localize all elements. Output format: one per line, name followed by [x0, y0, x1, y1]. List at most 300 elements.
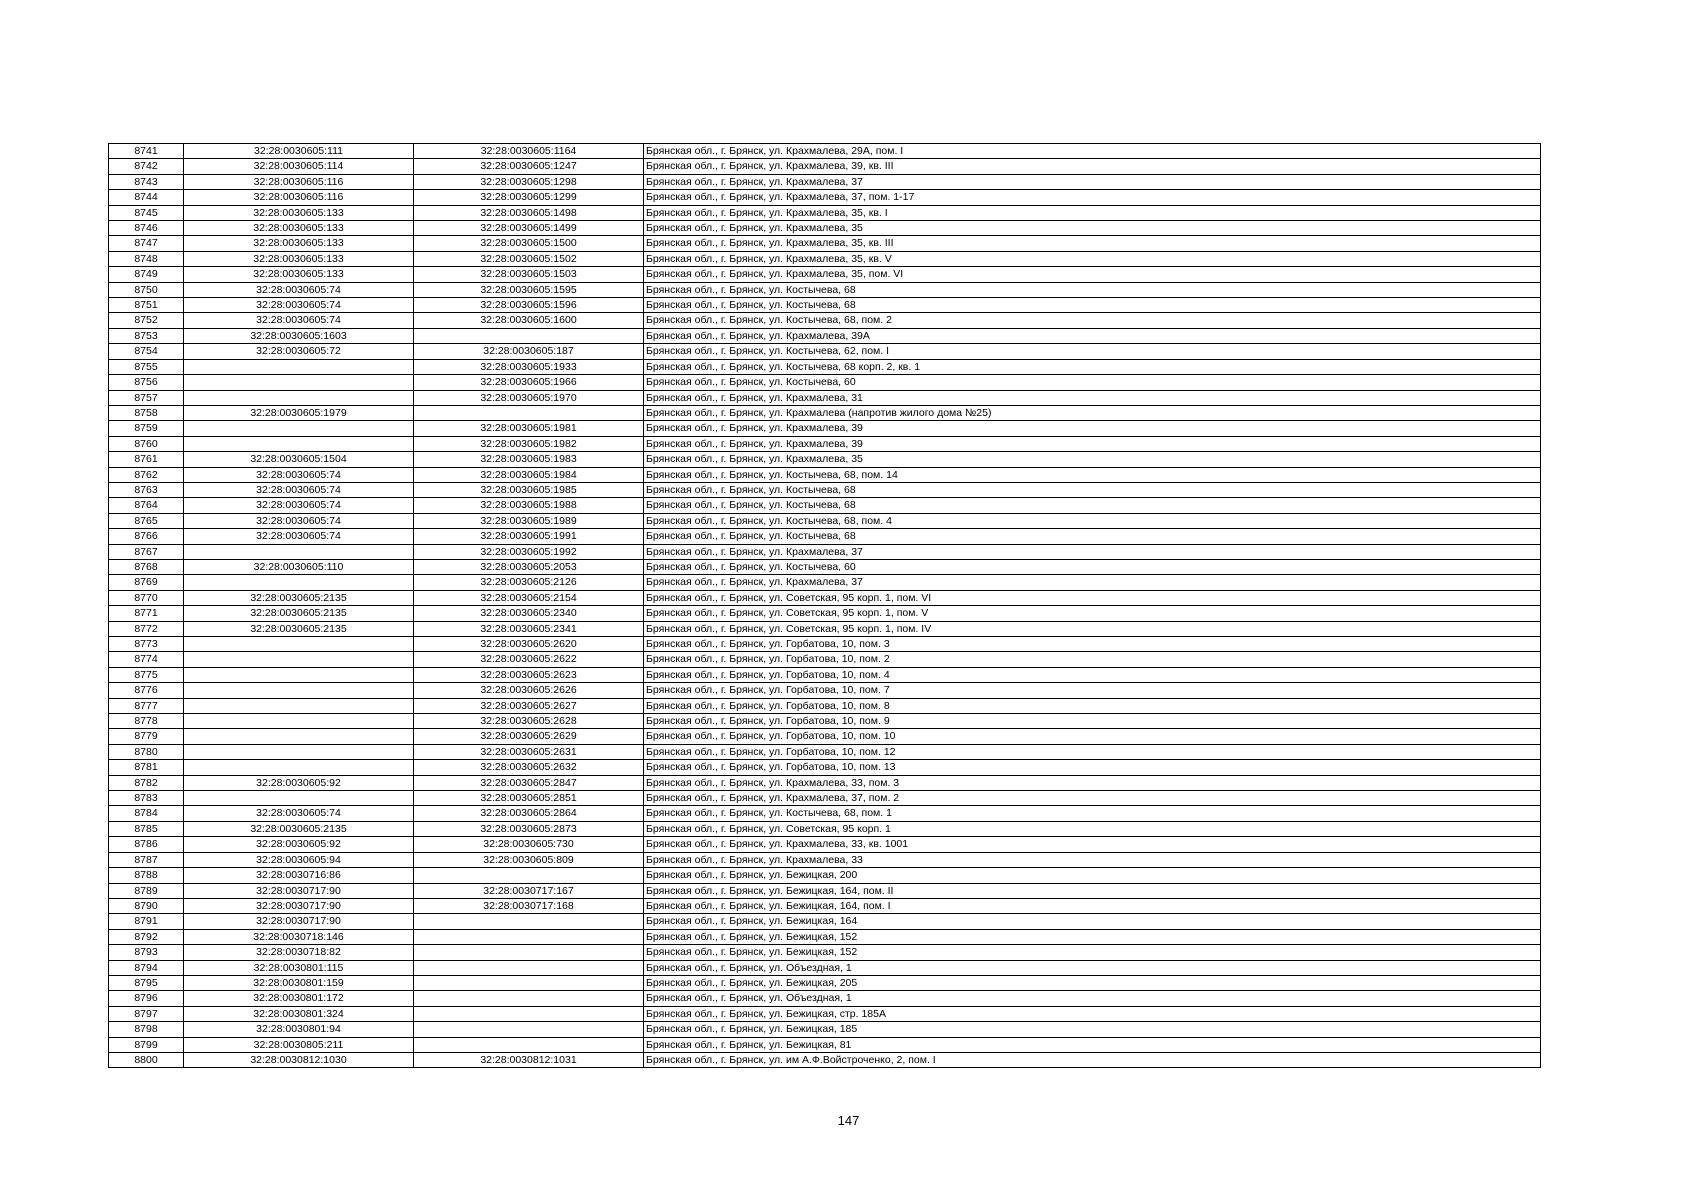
- address-cell: Брянская обл., г. Брянск, ул. Объездная, 1: [644, 991, 1541, 1006]
- table-row: [109, 868, 1541, 883]
- object-number-cell: [414, 960, 644, 975]
- address-cell: Брянская обл., г. Брянск, ул. Крахмалева, 35, кв. V: [644, 251, 1541, 266]
- cadastral-number-cell: 32:28:0030718:146: [184, 929, 414, 944]
- cadastral-number-cell: 32:28:0030717:90: [184, 883, 414, 898]
- address-cell: Брянская обл., г. Брянск, ул. Горбатова, 10, пом. 8: [644, 698, 1541, 713]
- address-cell: Брянская обл., г. Брянск, ул. Крахмалева (напротив жилого дома №25): [644, 405, 1541, 420]
- cadastral-number-cell: 32:28:0030716:86: [184, 868, 414, 883]
- object-number-cell: 32:28:0030605:2340: [414, 606, 644, 621]
- address-cell: Брянская обл., г. Брянск, ул. Крахмалева, 35, кв. III: [644, 236, 1541, 251]
- address-cell: Брянская обл., г. Брянск, ул. Крахмалева, 37: [644, 544, 1541, 559]
- object-number-cell: 32:28:0030605:187: [414, 344, 644, 359]
- object-number-cell: 32:28:0030605:2629: [414, 729, 644, 744]
- row-number-cell: 8751: [109, 298, 184, 313]
- row-number-cell: 8796: [109, 991, 184, 1006]
- row-number-cell: 8791: [109, 914, 184, 929]
- address-cell: Брянская обл., г. Брянск, ул. Крахмалева, 37: [644, 174, 1541, 189]
- address-cell: Брянская обл., г. Брянск, ул. Костычева, 60: [644, 559, 1541, 574]
- object-number-cell: 32:28:0030717:167: [414, 883, 644, 898]
- cadastral-number-cell: [184, 637, 414, 652]
- row-number-cell: 8763: [109, 482, 184, 497]
- address-cell: Брянская обл., г. Брянск, ул. Бежицкая, 164, пом. II: [644, 883, 1541, 898]
- object-number-cell: 32:28:0030605:1992: [414, 544, 644, 559]
- row-number-cell: 8782: [109, 775, 184, 790]
- row-number-cell: 8760: [109, 436, 184, 451]
- cadastral-number-cell: 32:28:0030801:94: [184, 1022, 414, 1037]
- address-cell: Брянская обл., г. Брянск, ул. Костычева, 68, пом. 1: [644, 806, 1541, 821]
- cadastral-number-cell: 32:28:0030605:2135: [184, 821, 414, 836]
- object-number-cell: 32:28:0030605:2847: [414, 775, 644, 790]
- object-number-cell: 32:28:0030605:2154: [414, 590, 644, 605]
- address-cell: Брянская обл., г. Брянск, ул. Крахмалева, 33, пом. 3: [644, 775, 1541, 790]
- address-cell: Брянская обл., г. Брянск, ул. Костычева, 68: [644, 529, 1541, 544]
- object-number-cell: 32:28:0030605:1984: [414, 467, 644, 482]
- row-number-cell: 8785: [109, 821, 184, 836]
- table-row: [109, 960, 1541, 975]
- object-number-cell: 32:28:0030605:2622: [414, 652, 644, 667]
- address-cell: Брянская обл., г. Брянск, ул. Крахмалева, 35, кв. I: [644, 205, 1541, 220]
- cadastral-number-cell: 32:28:0030605:92: [184, 837, 414, 852]
- row-number-cell: 8776: [109, 683, 184, 698]
- address-cell: Брянская обл., г. Брянск, ул. Крахмалева, 31: [644, 390, 1541, 405]
- row-number-cell: 8771: [109, 606, 184, 621]
- cadastral-number-cell: 32:28:0030605:133: [184, 221, 414, 236]
- cadastral-number-cell: 32:28:0030717:90: [184, 898, 414, 913]
- address-cell: Брянская обл., г. Брянск, ул. Бежицкая, 152: [644, 945, 1541, 960]
- object-number-cell: 32:28:0030605:1933: [414, 359, 644, 374]
- address-cell: Брянская обл., г. Брянск, ул. Костычева, 68, пом. 4: [644, 513, 1541, 528]
- row-number-cell: 8752: [109, 313, 184, 328]
- cadastral-number-cell: [184, 575, 414, 590]
- cadastral-number-cell: 32:28:0030605:133: [184, 236, 414, 251]
- address-cell: Брянская обл., г. Брянск, ул. Горбатова, 10, пом. 4: [644, 667, 1541, 682]
- object-number-cell: 32:28:0030605:1966: [414, 375, 644, 390]
- cadastral-number-cell: [184, 760, 414, 775]
- row-number-cell: 8749: [109, 267, 184, 282]
- object-number-cell: 32:28:0030605:1498: [414, 205, 644, 220]
- row-number-cell: 8748: [109, 251, 184, 266]
- cadastral-number-cell: 32:28:0030805:211: [184, 1037, 414, 1052]
- row-number-cell: 8768: [109, 559, 184, 574]
- table-row: [109, 159, 1541, 174]
- address-cell: Брянская обл., г. Брянск, ул. Советская, 95 корп. 1, пом. VI: [644, 590, 1541, 605]
- table-row: [109, 775, 1541, 790]
- row-number-cell: 8757: [109, 390, 184, 405]
- table-row: [109, 251, 1541, 266]
- table-row: [109, 637, 1541, 652]
- table-row: [109, 375, 1541, 390]
- table-row: [109, 559, 1541, 574]
- row-number-cell: 8790: [109, 898, 184, 913]
- table-row: [109, 914, 1541, 929]
- row-number-cell: 8769: [109, 575, 184, 590]
- row-number-cell: 8746: [109, 221, 184, 236]
- table-row: [109, 1052, 1541, 1067]
- object-number-cell: 32:28:0030605:2053: [414, 559, 644, 574]
- cadastral-number-cell: [184, 729, 414, 744]
- object-number-cell: 32:28:0030605:1595: [414, 282, 644, 297]
- row-number-cell: 8800: [109, 1052, 184, 1067]
- cadastral-number-cell: [184, 744, 414, 759]
- row-number-cell: 8765: [109, 513, 184, 528]
- object-number-cell: 32:28:0030605:2873: [414, 821, 644, 836]
- address-cell: Брянская обл., г. Брянск, ул. Крахмалева, 37, пом. 2: [644, 791, 1541, 806]
- object-number-cell: 32:28:0030605:2631: [414, 744, 644, 759]
- row-number-cell: 8783: [109, 791, 184, 806]
- address-cell: Брянская обл., г. Брянск, ул. Бежицкая, 164, пом. I: [644, 898, 1541, 913]
- address-cell: Брянская обл., г. Брянск, ул. Горбатова, 10, пом. 2: [644, 652, 1541, 667]
- cadastral-number-cell: 32:28:0030605:74: [184, 467, 414, 482]
- row-number-cell: 8756: [109, 375, 184, 390]
- address-cell: Брянская обл., г. Брянск, ул. Горбатова, 10, пом. 10: [644, 729, 1541, 744]
- object-number-cell: 32:28:0030605:730: [414, 837, 644, 852]
- object-number-cell: 32:28:0030605:2341: [414, 621, 644, 636]
- object-number-cell: 32:28:0030605:1983: [414, 452, 644, 467]
- table-row: [109, 652, 1541, 667]
- object-number-cell: 32:28:0030605:2623: [414, 667, 644, 682]
- object-number-cell: [414, 405, 644, 420]
- table-row: [109, 298, 1541, 313]
- row-number-cell: 8794: [109, 960, 184, 975]
- object-number-cell: 32:28:0030605:2627: [414, 698, 644, 713]
- cadastral-number-cell: [184, 683, 414, 698]
- table-row: [109, 698, 1541, 713]
- cadastral-number-cell: [184, 544, 414, 559]
- table-row: [109, 575, 1541, 590]
- table-row: [109, 714, 1541, 729]
- cadastral-number-cell: 32:28:0030605:74: [184, 806, 414, 821]
- cadastral-number-cell: 32:28:0030605:114: [184, 159, 414, 174]
- address-cell: Брянская обл., г. Брянск, ул. Горбатова, 10, пом. 9: [644, 714, 1541, 729]
- table-row: [109, 544, 1541, 559]
- cadastral-number-cell: 32:28:0030717:90: [184, 914, 414, 929]
- cadastral-number-cell: 32:28:0030605:94: [184, 852, 414, 867]
- cadastral-number-cell: 32:28:0030801:115: [184, 960, 414, 975]
- cadastral-number-cell: [184, 390, 414, 405]
- address-cell: Брянская обл., г. Брянск, ул. Бежицкая, 205: [644, 975, 1541, 990]
- object-number-cell: 32:28:0030605:1970: [414, 390, 644, 405]
- row-number-cell: 8779: [109, 729, 184, 744]
- object-number-cell: 32:28:0030605:1982: [414, 436, 644, 451]
- cadastral-number-cell: 32:28:0030605:72: [184, 344, 414, 359]
- address-cell: Брянская обл., г. Брянск, ул. им А.Ф.Войстроченко, 2, пом. I: [644, 1052, 1541, 1067]
- cadastral-number-cell: 32:28:0030605:110: [184, 559, 414, 574]
- table-row: [109, 975, 1541, 990]
- address-cell: Брянская обл., г. Брянск, ул. Костычева, 60: [644, 375, 1541, 390]
- address-cell: Брянская обл., г. Брянск, ул. Крахмалева, 29А, пом. I: [644, 144, 1541, 159]
- object-number-cell: 32:28:0030605:1503: [414, 267, 644, 282]
- table-row: [109, 898, 1541, 913]
- address-cell: Брянская обл., г. Брянск, ул. Объездная, 1: [644, 960, 1541, 975]
- table-row: [109, 729, 1541, 744]
- object-number-cell: 32:28:0030605:809: [414, 852, 644, 867]
- row-number-cell: 8750: [109, 282, 184, 297]
- table-row: [109, 421, 1541, 436]
- table-row: [109, 328, 1541, 343]
- cadastral-number-cell: [184, 436, 414, 451]
- table-row: [109, 513, 1541, 528]
- cadastral-number-cell: 32:28:0030605:1979: [184, 405, 414, 420]
- property-register-table: [108, 143, 1541, 1068]
- address-cell: Брянская обл., г. Брянск, ул. Крахмалева, 39, кв. III: [644, 159, 1541, 174]
- table-row: [109, 791, 1541, 806]
- table-row: [109, 945, 1541, 960]
- object-number-cell: [414, 975, 644, 990]
- address-cell: Брянская обл., г. Брянск, ул. Костычева, 68 корп. 2, кв. 1: [644, 359, 1541, 374]
- cadastral-number-cell: 32:28:0030605:116: [184, 190, 414, 205]
- cadastral-number-cell: 32:28:0030605:1504: [184, 452, 414, 467]
- row-number-cell: 8780: [109, 744, 184, 759]
- cadastral-number-cell: [184, 375, 414, 390]
- cadastral-number-cell: [184, 791, 414, 806]
- table-row: [109, 667, 1541, 682]
- address-cell: Брянская обл., г. Брянск, ул. Горбатова, 10, пом. 13: [644, 760, 1541, 775]
- row-number-cell: 8795: [109, 975, 184, 990]
- row-number-cell: 8784: [109, 806, 184, 821]
- table-row: [109, 837, 1541, 852]
- cadastral-number-cell: [184, 421, 414, 436]
- table-row: [109, 760, 1541, 775]
- cadastral-number-cell: 32:28:0030605:74: [184, 482, 414, 497]
- table-row: [109, 590, 1541, 605]
- table-row: [109, 405, 1541, 420]
- object-number-cell: 32:28:0030717:168: [414, 898, 644, 913]
- row-number-cell: 8743: [109, 174, 184, 189]
- cadastral-number-cell: 32:28:0030605:74: [184, 513, 414, 528]
- object-number-cell: 32:28:0030605:1499: [414, 221, 644, 236]
- table-row: [109, 174, 1541, 189]
- object-number-cell: 32:28:0030605:1596: [414, 298, 644, 313]
- object-number-cell: 32:28:0030605:1600: [414, 313, 644, 328]
- object-number-cell: [414, 868, 644, 883]
- cadastral-number-cell: 32:28:0030605:133: [184, 205, 414, 220]
- object-number-cell: 32:28:0030605:1298: [414, 174, 644, 189]
- object-number-cell: 32:28:0030605:2620: [414, 637, 644, 652]
- row-number-cell: 8797: [109, 1006, 184, 1021]
- cadastral-number-cell: 32:28:0030605:74: [184, 298, 414, 313]
- object-number-cell: [414, 991, 644, 1006]
- object-number-cell: [414, 328, 644, 343]
- row-number-cell: 8775: [109, 667, 184, 682]
- cadastral-number-cell: 32:28:0030605:74: [184, 282, 414, 297]
- row-number-cell: 8767: [109, 544, 184, 559]
- address-cell: Брянская обл., г. Брянск, ул. Крахмалева, 35, пом. VI: [644, 267, 1541, 282]
- object-number-cell: 32:28:0030812:1031: [414, 1052, 644, 1067]
- table-row: [109, 144, 1541, 159]
- table-row: [109, 190, 1541, 205]
- object-number-cell: 32:28:0030605:1985: [414, 482, 644, 497]
- cadastral-number-cell: 32:28:0030605:2135: [184, 621, 414, 636]
- address-cell: Брянская обл., г. Брянск, ул. Бежицкая, 200: [644, 868, 1541, 883]
- address-cell: Брянская обл., г. Брянск, ул. Костычева, 68: [644, 482, 1541, 497]
- row-number-cell: 8755: [109, 359, 184, 374]
- object-number-cell: [414, 1006, 644, 1021]
- table-row: [109, 467, 1541, 482]
- cadastral-number-cell: 32:28:0030605:2135: [184, 590, 414, 605]
- table-row: [109, 744, 1541, 759]
- row-number-cell: 8758: [109, 405, 184, 420]
- object-number-cell: 32:28:0030605:1500: [414, 236, 644, 251]
- row-number-cell: 8742: [109, 159, 184, 174]
- object-number-cell: 32:28:0030605:1981: [414, 421, 644, 436]
- table-row: [109, 929, 1541, 944]
- table-row: [109, 991, 1541, 1006]
- cadastral-number-cell: [184, 652, 414, 667]
- address-cell: Брянская обл., г. Брянск, ул. Крахмалева, 35: [644, 221, 1541, 236]
- cadastral-number-cell: 32:28:0030605:111: [184, 144, 414, 159]
- table-row: [109, 359, 1541, 374]
- row-number-cell: 8798: [109, 1022, 184, 1037]
- object-number-cell: 32:28:0030605:1502: [414, 251, 644, 266]
- address-cell: Брянская обл., г. Брянск, ул. Крахмалева, 37, пом. 1-17: [644, 190, 1541, 205]
- table-row: [109, 529, 1541, 544]
- address-cell: Брянская обл., г. Брянск, ул. Крахмалева, 33, кв. 1001: [644, 837, 1541, 852]
- address-cell: Брянская обл., г. Брянск, ул. Бежицкая, 81: [644, 1037, 1541, 1052]
- cadastral-number-cell: 32:28:0030605:1603: [184, 328, 414, 343]
- address-cell: Брянская обл., г. Брянск, ул. Костычева, 68: [644, 298, 1541, 313]
- object-number-cell: [414, 914, 644, 929]
- table-row: [109, 1022, 1541, 1037]
- row-number-cell: 8759: [109, 421, 184, 436]
- object-number-cell: 32:28:0030605:2632: [414, 760, 644, 775]
- object-number-cell: 32:28:0030605:1988: [414, 498, 644, 513]
- table-row: [109, 852, 1541, 867]
- address-cell: Брянская обл., г. Брянск, ул. Бежицкая, 185: [644, 1022, 1541, 1037]
- table-row: [109, 1006, 1541, 1021]
- address-cell: Брянская обл., г. Брянск, ул. Горбатова, 10, пом. 12: [644, 744, 1541, 759]
- object-number-cell: 32:28:0030605:1991: [414, 529, 644, 544]
- address-cell: Брянская обл., г. Брянск, ул. Костычева, 68: [644, 282, 1541, 297]
- row-number-cell: 8778: [109, 714, 184, 729]
- row-number-cell: 8789: [109, 883, 184, 898]
- table-row: [109, 282, 1541, 297]
- row-number-cell: 8774: [109, 652, 184, 667]
- table-row: [109, 205, 1541, 220]
- address-cell: Брянская обл., г. Брянск, ул. Крахмалева, 37: [644, 575, 1541, 590]
- table-row: [109, 1037, 1541, 1052]
- address-cell: Брянская обл., г. Брянск, ул. Советская, 95 корп. 1: [644, 821, 1541, 836]
- row-number-cell: 8787: [109, 852, 184, 867]
- address-cell: Брянская обл., г. Брянск, ул. Советская, 95 корп. 1, пом. IV: [644, 621, 1541, 636]
- cadastral-number-cell: [184, 698, 414, 713]
- cadastral-number-cell: 32:28:0030801:172: [184, 991, 414, 1006]
- cadastral-number-cell: 32:28:0030801:159: [184, 975, 414, 990]
- cadastral-number-cell: 32:28:0030605:116: [184, 174, 414, 189]
- table-row: [109, 236, 1541, 251]
- object-number-cell: 32:28:0030605:2626: [414, 683, 644, 698]
- row-number-cell: 8793: [109, 945, 184, 960]
- address-cell: Брянская обл., г. Брянск, ул. Костычева, 62, пом. I: [644, 344, 1541, 359]
- object-number-cell: [414, 1037, 644, 1052]
- cadastral-number-cell: 32:28:0030605:133: [184, 251, 414, 266]
- cadastral-number-cell: [184, 359, 414, 374]
- table-row: [109, 821, 1541, 836]
- table-row: [109, 883, 1541, 898]
- table-row: [109, 498, 1541, 513]
- table-row: [109, 267, 1541, 282]
- object-number-cell: 32:28:0030605:2864: [414, 806, 644, 821]
- row-number-cell: 8786: [109, 837, 184, 852]
- row-number-cell: 8788: [109, 868, 184, 883]
- object-number-cell: 32:28:0030605:2628: [414, 714, 644, 729]
- object-number-cell: 32:28:0030605:2851: [414, 791, 644, 806]
- row-number-cell: 8799: [109, 1037, 184, 1052]
- object-number-cell: 32:28:0030605:1299: [414, 190, 644, 205]
- address-cell: Брянская обл., г. Брянск, ул. Костычева, 68, пом. 14: [644, 467, 1541, 482]
- cadastral-number-cell: [184, 667, 414, 682]
- cadastral-number-cell: 32:28:0030812:1030: [184, 1052, 414, 1067]
- address-cell: Брянская обл., г. Брянск, ул. Бежицкая, стр. 185А: [644, 1006, 1541, 1021]
- object-number-cell: [414, 945, 644, 960]
- row-number-cell: 8741: [109, 144, 184, 159]
- table-row: [109, 683, 1541, 698]
- address-cell: Брянская обл., г. Брянск, ул. Горбатова, 10, пом. 3: [644, 637, 1541, 652]
- object-number-cell: [414, 929, 644, 944]
- object-number-cell: 32:28:0030605:1164: [414, 144, 644, 159]
- cadastral-number-cell: 32:28:0030605:74: [184, 529, 414, 544]
- table-body: [109, 144, 1541, 1068]
- address-cell: Брянская обл., г. Брянск, ул. Бежицкая, 152: [644, 929, 1541, 944]
- row-number-cell: 8773: [109, 637, 184, 652]
- cadastral-number-cell: 32:28:0030801:324: [184, 1006, 414, 1021]
- cadastral-number-cell: 32:28:0030605:2135: [184, 606, 414, 621]
- address-cell: Брянская обл., г. Брянск, ул. Бежицкая, 164: [644, 914, 1541, 929]
- row-number-cell: 8772: [109, 621, 184, 636]
- row-number-cell: 8747: [109, 236, 184, 251]
- address-cell: Брянская обл., г. Брянск, ул. Крахмалева, 39А: [644, 328, 1541, 343]
- row-number-cell: 8766: [109, 529, 184, 544]
- address-cell: Брянская обл., г. Брянск, ул. Советская, 95 корп. 1, пом. V: [644, 606, 1541, 621]
- page-number: 147: [837, 1113, 860, 1128]
- row-number-cell: 8770: [109, 590, 184, 605]
- table-row: [109, 390, 1541, 405]
- table-row: [109, 482, 1541, 497]
- address-cell: Брянская обл., г. Брянск, ул. Горбатова, 10, пом. 7: [644, 683, 1541, 698]
- address-cell: Брянская обл., г. Брянск, ул. Крахмалева, 33: [644, 852, 1541, 867]
- row-number-cell: 8753: [109, 328, 184, 343]
- object-number-cell: 32:28:0030605:1989: [414, 513, 644, 528]
- cadastral-number-cell: 32:28:0030605:74: [184, 498, 414, 513]
- cadastral-number-cell: [184, 714, 414, 729]
- address-cell: Брянская обл., г. Брянск, ул. Костычева, 68, пом. 2: [644, 313, 1541, 328]
- address-cell: Брянская обл., г. Брянск, ул. Крахмалева, 35: [644, 452, 1541, 467]
- row-number-cell: 8754: [109, 344, 184, 359]
- address-cell: Брянская обл., г. Брянск, ул. Крахмалева, 39: [644, 421, 1541, 436]
- object-number-cell: [414, 1022, 644, 1037]
- table-row: [109, 606, 1541, 621]
- table-row: [109, 221, 1541, 236]
- row-number-cell: 8781: [109, 760, 184, 775]
- table-row: [109, 806, 1541, 821]
- cadastral-number-cell: 32:28:0030718:82: [184, 945, 414, 960]
- row-number-cell: 8745: [109, 205, 184, 220]
- cadastral-number-cell: 32:28:0030605:74: [184, 313, 414, 328]
- object-number-cell: 32:28:0030605:2126: [414, 575, 644, 590]
- row-number-cell: 8762: [109, 467, 184, 482]
- address-cell: Брянская обл., г. Брянск, ул. Костычева, 68: [644, 498, 1541, 513]
- table-row: [109, 621, 1541, 636]
- address-cell: Брянская обл., г. Брянск, ул. Крахмалева, 39: [644, 436, 1541, 451]
- row-number-cell: 8792: [109, 929, 184, 944]
- table-row: [109, 313, 1541, 328]
- table-row: [109, 344, 1541, 359]
- row-number-cell: 8777: [109, 698, 184, 713]
- table-row: [109, 452, 1541, 467]
- cadastral-number-cell: 32:28:0030605:92: [184, 775, 414, 790]
- row-number-cell: 8744: [109, 190, 184, 205]
- object-number-cell: 32:28:0030605:1247: [414, 159, 644, 174]
- row-number-cell: 8764: [109, 498, 184, 513]
